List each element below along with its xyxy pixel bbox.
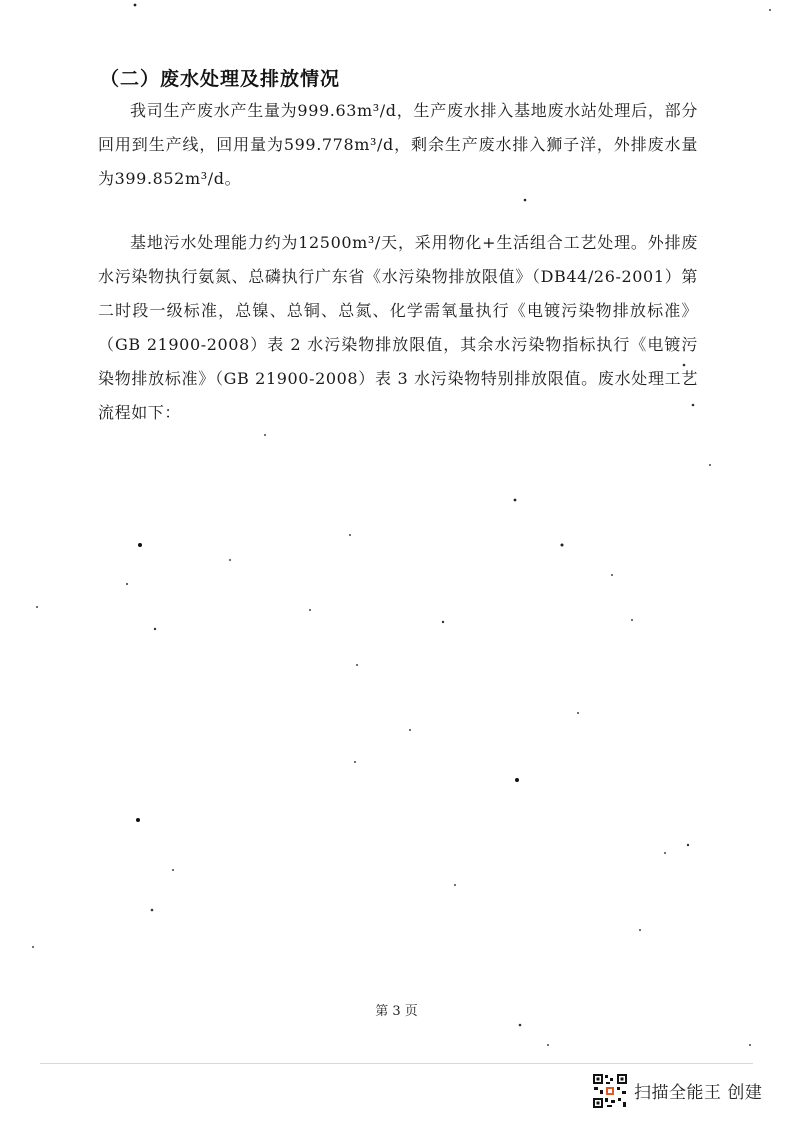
- paragraph-treatment-standards: 基地污水处理能力约为12500m³/天，采用物化+生活组合工艺处理。外排废水污染物执行氨氮、总磷执行广东省《水污染物排放限值》（DB44/26-2001）第二时段一级标准，总镍、总铜、总氮、化学需氧量执行《电镀污染物排放标准》（GB 21900-2008）表 2 水污染物排放限值，其余水污染物指标执行《电镀污染物排放标准》（GB 21900-2008）表 3 水污染物特别排放限值。废水处理工艺流程如下：: [98, 233, 698, 422]
- qr-code-icon: [592, 1073, 628, 1109]
- scanner-watermark-text: 扫描全能王 创建: [634, 1083, 763, 1103]
- section-heading: （二）废水处理及排放情况: [100, 68, 341, 90]
- page-number: 第 3 页: [375, 1004, 418, 1019]
- paragraph-wastewater-volume: 我司生产废水产生量为999.63m³/d，生产废水排入基地废水站处理后，部分回用到生产线，回用量为599.778m³/d，剩余生产废水排入狮子洋，外排废水量为399.852m³/d。: [98, 101, 698, 188]
